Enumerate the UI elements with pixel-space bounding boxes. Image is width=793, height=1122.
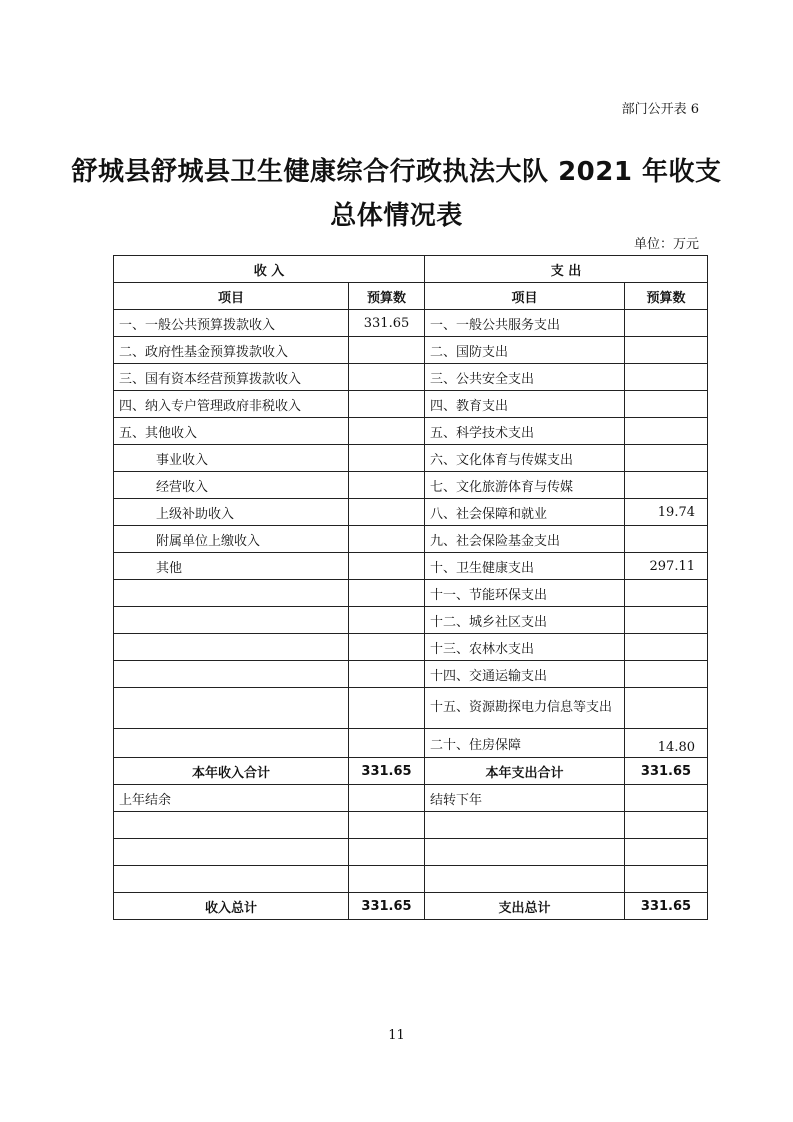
empty-row <box>114 812 708 839</box>
section-header-row <box>114 256 708 283</box>
income-item: 五、其他收入 <box>114 418 349 445</box>
income-item: 一、一般公共预算拨款收入 <box>114 310 349 337</box>
table-row <box>114 634 708 661</box>
table-row <box>114 391 708 418</box>
table-row <box>114 418 708 445</box>
expense-item: 二、国防支出 <box>425 337 625 364</box>
income-item: 事业收入 <box>114 445 349 472</box>
income-value <box>349 553 425 580</box>
income-value <box>349 499 425 526</box>
expense-value <box>625 418 708 445</box>
income-subtotal-value: 331.65 <box>349 758 425 785</box>
title-line-1: 舒城县舒城县卫生健康综合行政执法大队 2021 年收支 <box>71 157 722 187</box>
expense-value: 297.11 <box>625 553 708 580</box>
empty-row <box>114 839 708 866</box>
page-title <box>0 150 793 238</box>
income-item <box>114 729 349 758</box>
income-item-header: 项目 <box>114 283 349 310</box>
empty-row <box>114 866 708 893</box>
income-total-value: 331.65 <box>349 893 425 920</box>
unit-label: 单位：万元 <box>633 237 699 252</box>
expense-value <box>625 337 708 364</box>
table-row <box>114 607 708 634</box>
income-value <box>349 526 425 553</box>
expense-item: 八、社会保障和就业 <box>425 499 625 526</box>
expense-item: 七、文化旅游体育与传媒 <box>425 472 625 499</box>
prior-year-balance-value <box>349 785 425 812</box>
income-value <box>349 580 425 607</box>
income-item <box>114 607 349 634</box>
income-value <box>349 391 425 418</box>
expense-value <box>625 445 708 472</box>
expense-value: 14.80 <box>625 729 708 758</box>
expense-value <box>625 526 708 553</box>
expense-value: 19.74 <box>625 499 708 526</box>
expense-subtotal-value: 331.65 <box>625 758 708 785</box>
expense-item: 十三、农林水支出 <box>425 634 625 661</box>
prior-year-balance-label: 上年结余 <box>114 785 349 812</box>
table-row <box>114 310 708 337</box>
expense-value <box>625 688 708 729</box>
expense-item: 五、科学技术支出 <box>425 418 625 445</box>
expense-item: 二十、住房保障 <box>425 729 625 758</box>
income-item: 二、政府性基金预算拨款收入 <box>114 337 349 364</box>
expense-item: 四、教育支出 <box>425 391 625 418</box>
income-value <box>349 418 425 445</box>
income-value <box>349 445 425 472</box>
table-row <box>114 499 708 526</box>
column-header-row <box>114 283 708 310</box>
income-item <box>114 634 349 661</box>
income-value <box>349 364 425 391</box>
expense-value <box>625 661 708 688</box>
expense-item: 一、一般公共服务支出 <box>425 310 625 337</box>
income-subtotal-label: 本年收入合计 <box>114 758 349 785</box>
table-row <box>114 472 708 499</box>
income-item <box>114 688 349 729</box>
expense-subtotal-label: 本年支出合计 <box>425 758 625 785</box>
income-item: 附属单位上缴收入 <box>114 526 349 553</box>
expense-budget-header: 预算数 <box>625 283 708 310</box>
income-item: 三、国有资本经营预算拨款收入 <box>114 364 349 391</box>
income-item: 上级补助收入 <box>114 499 349 526</box>
income-value <box>349 688 425 729</box>
expense-item: 十五、资源勘探电力信息等支出 <box>425 688 625 729</box>
income-item <box>114 661 349 688</box>
expense-value <box>625 364 708 391</box>
expense-item: 十、卫生健康支出 <box>425 553 625 580</box>
expense-value <box>625 310 708 337</box>
subtotal-row <box>114 758 708 785</box>
expense-item: 九、社会保险基金支出 <box>425 526 625 553</box>
expense-item: 十四、交通运输支出 <box>425 661 625 688</box>
expense-section-header: 支 出 <box>425 256 708 283</box>
table-row <box>114 661 708 688</box>
table-row <box>114 445 708 472</box>
income-value <box>349 661 425 688</box>
income-total-label: 收入总计 <box>114 893 349 920</box>
expense-item: 三、公共安全支出 <box>425 364 625 391</box>
income-item: 四、纳入专户管理政府非税收入 <box>114 391 349 418</box>
carryover-row <box>114 785 708 812</box>
budget-table <box>113 255 708 920</box>
income-section-header: 收 入 <box>114 256 425 283</box>
table-row <box>114 580 708 607</box>
expense-value <box>625 472 708 499</box>
income-item: 其他 <box>114 553 349 580</box>
page-number: 11 <box>388 1028 405 1043</box>
carry-forward-value <box>625 785 708 812</box>
table-row <box>114 337 708 364</box>
expense-value <box>625 580 708 607</box>
expense-item: 六、文化体育与传媒支出 <box>425 445 625 472</box>
table-row <box>114 364 708 391</box>
expense-value <box>625 607 708 634</box>
table-row <box>114 526 708 553</box>
expense-item-header: 项目 <box>425 283 625 310</box>
table-row <box>114 729 708 758</box>
income-value <box>349 337 425 364</box>
expense-item: 十二、城乡社区支出 <box>425 607 625 634</box>
title-line-2: 总体情况表 <box>330 201 463 231</box>
expense-total-label: 支出总计 <box>425 893 625 920</box>
total-row <box>114 893 708 920</box>
income-item <box>114 580 349 607</box>
form-number: 部门公开表 6 <box>621 102 699 117</box>
income-value <box>349 607 425 634</box>
expense-total-value: 331.65 <box>625 893 708 920</box>
expense-value <box>625 391 708 418</box>
income-value <box>349 729 425 758</box>
income-value: 331.65 <box>349 310 425 337</box>
income-value <box>349 634 425 661</box>
income-value <box>349 472 425 499</box>
carry-forward-label: 结转下年 <box>425 785 625 812</box>
expense-item: 十一、节能环保支出 <box>425 580 625 607</box>
table-row <box>114 553 708 580</box>
expense-value <box>625 634 708 661</box>
income-budget-header: 预算数 <box>349 283 425 310</box>
table-row <box>114 688 708 729</box>
income-item: 经营收入 <box>114 472 349 499</box>
